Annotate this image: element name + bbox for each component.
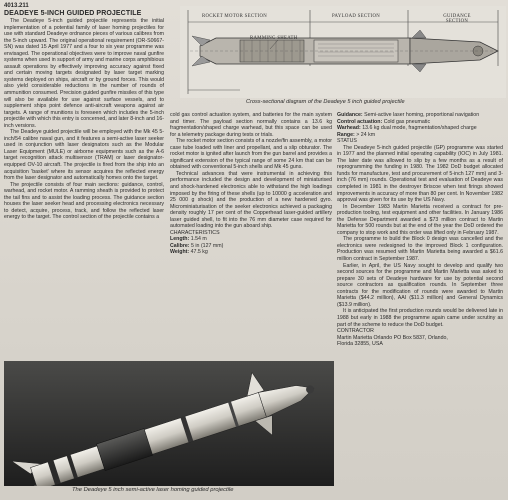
text-column-1 (4, 18, 164, 358)
paragraph: The rocket motor section consists of a nozzle/fin assembly, a motor case tube loaded with liner and propellant, and a slip obturator. The rocket motor is ignited after launch from the gun barrel and provides a significant extension of the typical range of some 24 km that can be obtained with conventional 5-inch shells and Mk 45 guns. (170, 138, 332, 171)
spec-label: Guidance: (337, 112, 363, 118)
status-heading: STATUS (337, 138, 357, 145)
contractor-name: Martin Marietta Orlando PO Box 5837, Orlando, (337, 334, 448, 341)
paragraph: cold gas control actuation system, and batteries for the main system and timer. The payload section normally contains a 13.6 kg fragmentation/shaped charge warhead, but this space can be used for a telemetry package during tests or trials. (170, 112, 332, 138)
spec-label: Control actuation: (337, 118, 383, 125)
spec-value: 13.6 kg dual mode, fragmentation/shaped charge (362, 125, 477, 132)
contractor-address: Florida 32855, USA (337, 341, 383, 348)
projectile-photo (4, 361, 334, 486)
paragraph: It is anticipated the first production rounds would be delivered late in 1988 but early in 1988 the programme again came under scrutiny as part of the scheme to reduce the DoD budget. (337, 308, 503, 328)
article-title: DEADEYE 5-INCH GUIDED PROJECTILE (4, 10, 142, 17)
paragraph: The projectile consists of four main sections: guidance, control, warhead, and rocket motor. A ramming sheath is provided to protect the tail fins and to assist the loading process. The guidance section houses the laser seeker head and processing electronics necessary to detect, acquire, process, track, and follow the reflected laser energy to the target. The control section of the projectile contains a (4, 181, 164, 221)
contractor-heading: CONTRACTOR (337, 328, 374, 335)
spec-value: 47.5 kg (190, 249, 208, 256)
paragraph: The Deadeye 5-inch guided projectile represents the initial implementation of a potential family of laser homing projectiles for use with standard Deadeye ordnance pieces of various calibres from the 5-inch upward. The original operational requirement (OR-S0667-SN) was dated 15 April 1977 and a four to six year programme was envisaged. The operational objectives were to improve naval gunfire systems when used in support of army and marine corps amphibious assault operations by effectively improving accuracy against fixed and certain moving targets designated by laser target marking systems deployed on ships, aircraft or by ground forces. This would also yield considerable reductions in the number of rounds of ammunition consumed. Precision guided gunfire missiles of this type will also be available for use against surface vessels, and to supplement ships point defence anti-aircraft weapons against air targets. A range of munitions is foreseen which includes the 5-inch projectile with which this entry is concerned, and later 8-inch and 16-inch versions. (4, 18, 164, 129)
paragraph: The Deadeye 5-inch guided projectile (GP) programme was started in 1977 and the planned initial operating capability (IOC) in July 1981. The later date was allowed to slip by a few months as a result of reprogramming the funding in 1980. The 1982 DoD budget allocated funds for manufacture, test and procurement of 5-inch 127 mm) and 3-inch (76 mm) rounds. Operational test and evaluation of Deadeye was completed in 1981 in the destroyer Briscoe when test firings showed improvements in accuracy of more than 80 per cent. In November 1982 approval was given for its use by the US Navy. (337, 144, 503, 204)
spec-weight (170, 249, 332, 256)
spec-label: Warhead: (337, 125, 361, 132)
characteristics-heading: CHARACTERISTICS (170, 229, 220, 236)
text-column-2 (170, 112, 332, 356)
paragraph: The Deadeye guided projectile will be employed with the Mk 45 5-inch/54 calibre naval gun, and it features a semi-active laser seeker used in conjunction with laser designators such as the Modular Laser Equipment (MULE) or airborne equipments such as the A-6 target recognition attack multisensor (TRAM) or laser designator-equipped OV-10 aircraft. The projectile is fired from the ship into an acquisition 'basket' where its sensor acquires the reflected energy from the laser designator and automatically homes onto the target. (4, 129, 164, 182)
guidance-section-label: GUIDANCE SECTION (443, 14, 471, 24)
spec-value: Semi-active laser homing, proportional navigation (364, 112, 480, 118)
paragraph: The programme to build the Block 0 design was cancelled and the electronics were redesigned to the improved Block 1 configuration. Production was resumed with Martin Marietta being awarded a $61.6 million contract in September 1987. (337, 236, 503, 263)
payload-section-label: PAYLOAD SECTION (332, 14, 380, 19)
spec-value: Cold gas pneumatic (383, 118, 431, 125)
cross-section-diagram (180, 6, 506, 98)
spec-label: Range: (337, 131, 355, 138)
spec-label: Length: (170, 236, 190, 243)
spec-label: Weight: (170, 249, 190, 256)
paragraph: Earlier, in April, the US Navy sought to develop and qualify two second sources for the programme and Martin Marietta was asked to prepare 30 sets of Deadeye hardware for use by potential second source contractors as qualification rounds. In September three contracts for the modification of rounds were awarded to Martin Marietta ($44.2 million), AAI ($11.3 million) and General Dynamics ($13.9 million). (337, 262, 503, 308)
reference-number: 4013.211 (4, 3, 29, 9)
projectile-photo-image (4, 361, 334, 486)
diagram-caption: Cross-sectional diagram of the Deadeye 5 inch guided projectile (246, 99, 405, 105)
spec-value: > 24 km (356, 131, 376, 138)
photo-caption: The Deadeye 5 inch semi-active laser homing guided projectile (72, 487, 234, 493)
spec-value: 5 in (127 mm) (191, 242, 224, 249)
spec-label: Calibre: (170, 242, 190, 249)
paragraph: Technical advances that were instrumental in achieving this performance included the design and development of miniaturised and shock-hardened electronics able to withstand the high loadings imposed by the firing of these shells (up to 10000 g acceleration and 25 000 g shock) and the production of a new hardened gyro. Microminiaturisation of the seeker electronics achieved a packaging density roughly 17 per cent of the Copperhead laser-guided artillery laser guided shell, to fit into the 76 mm diameter case required for automated loading into the gun aboard ship. (170, 170, 332, 230)
text-column-3 (337, 112, 503, 497)
rocket-motor-section-label: ROCKET MOTOR SECTION (202, 14, 267, 19)
ramming-sheath-label: RAMMING SHEATH (250, 36, 298, 41)
paragraph: In December 1983 Martin Marietta received a contract for pre-production tooling, test equipment and other facilities. In January 1986 the Defense Department awarded a $73 million contract to Martin Marietta for 500 rounds but at the end of the year the DoD ordered the company to stop work and this order was lifted only in February 1987. (337, 203, 503, 236)
spec-value: 1.54 m (190, 236, 207, 243)
